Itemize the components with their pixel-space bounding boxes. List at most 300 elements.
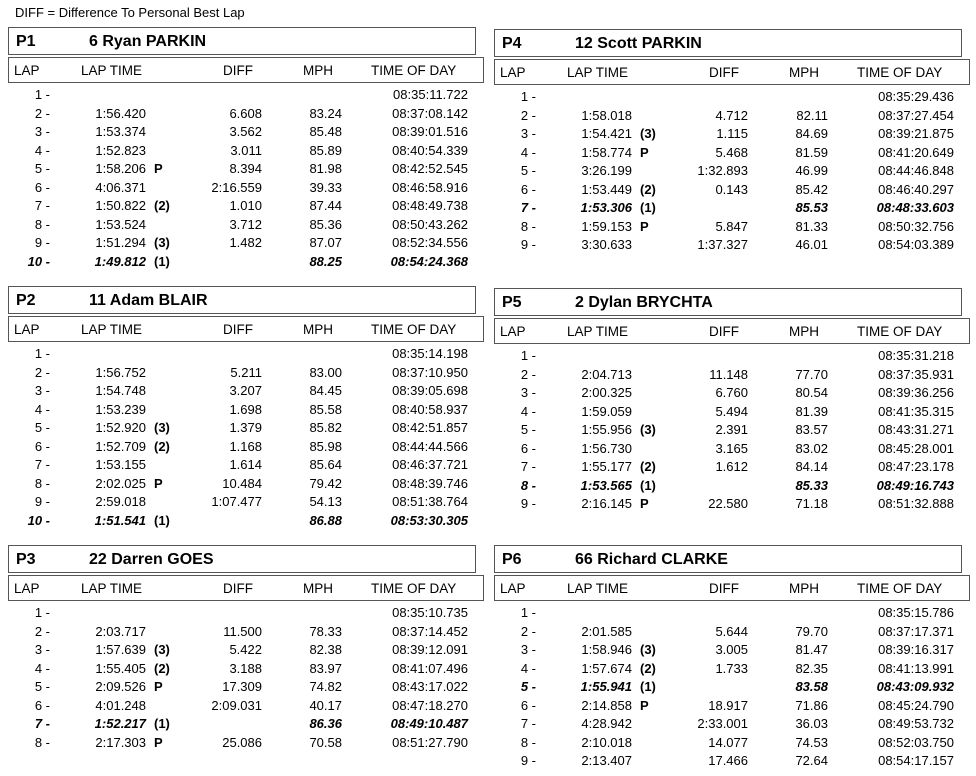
time-of-day-value: 08:35:15.786 [878,605,954,620]
lap-flag: P [640,218,649,234]
lap-row [8,198,484,217]
col-diff: DIFF [223,322,253,337]
diff-value: 1.612 [715,459,748,474]
lap-number: 4 - [520,660,536,676]
lap-number: 8 - [520,734,536,750]
time-of-day-value: 08:39:01.516 [392,124,468,139]
lap-number: 7 - [34,198,50,213]
lap-number: 7 - [520,716,536,731]
lap-time: 1:49.812 [94,253,146,269]
time-of-day-value: 08:47:23.178 [878,459,954,474]
lap-number: 9 - [520,496,536,511]
lap-time: 1:53.239 [95,401,146,417]
mph-value: 85.82 [309,420,342,435]
col-mph: MPH [789,324,819,339]
time-of-day-value: 08:37:10.950 [392,364,468,380]
col-diff: DIFF [709,581,739,596]
time-of-day-value: 08:48:39.746 [392,475,468,491]
time-of-day-value: 08:35:31.218 [878,348,954,363]
lap-row [494,478,970,497]
lap-number: 9 - [520,237,536,252]
lap-row [494,661,970,680]
col-lap-time: LAP TIME [81,63,143,78]
diff-value: 17.309 [222,679,262,694]
time-of-day-value: 08:53:30.305 [390,512,468,528]
position-label: P2 [16,292,36,309]
lap-number: 5 - [520,422,536,437]
lap-row [494,753,970,772]
time-of-day-value: 08:49:16.743 [876,477,954,493]
lap-rows [494,89,970,256]
driver-name: 11 Adam BLAIR [89,292,208,309]
lap-time: 1:58.774 [581,144,632,160]
lap-row [8,420,484,439]
time-of-day-value: 08:43:09.932 [876,679,954,694]
lap-number: 6 - [34,438,50,454]
panel-header [8,545,476,573]
col-lap: LAP [500,581,526,596]
col-lap: LAP [500,324,526,339]
lap-time: 2:17.303 [95,734,146,750]
time-of-day-value: 08:48:33.603 [876,200,954,215]
lap-number: 1 - [34,605,50,620]
col-time-of-day: TIME OF DAY [857,324,943,339]
mph-value: 78.33 [309,623,342,639]
diff-value: 10.484 [222,475,262,491]
diff-value: 3.165 [715,440,748,456]
lap-number: 8 - [34,216,50,232]
mph-value: 85.58 [309,401,342,417]
mph-value: 70.58 [309,734,342,750]
lap-time: 1:51.294 [95,235,146,250]
lap-time: 1:56.420 [95,105,146,121]
lap-flag: (2) [154,660,170,676]
time-of-day-value: 08:39:16.317 [878,642,954,657]
lap-number: 4 - [34,142,50,158]
mph-value: 40.17 [309,697,342,713]
col-lap: LAP [14,63,40,78]
time-of-day-value: 08:42:52.545 [392,161,468,176]
mph-value: 79.42 [309,475,342,491]
time-of-day-value: 08:52:03.750 [878,734,954,750]
lap-number: 7 - [520,459,536,474]
panel-header [8,27,476,55]
mph-value: 85.36 [309,216,342,232]
time-of-day-value: 08:37:17.371 [878,623,954,639]
lap-flag: (3) [640,642,656,657]
lap-row [494,200,970,219]
diff-value: 1:32.893 [697,163,748,178]
position-label: P6 [502,551,522,568]
lap-row [8,106,484,125]
mph-value: 82.11 [796,107,828,123]
driver-name: 2 Dylan BRYCHTA [575,294,713,311]
mph-value: 85.48 [309,124,342,139]
lap-flag: (3) [640,126,656,141]
lap-number: 1 - [34,87,50,102]
mph-value: 83.24 [309,105,342,121]
lap-time: 1:55.956 [581,422,632,437]
lap-time: 4:06.371 [95,179,146,195]
lap-time: 4:28.942 [581,716,632,731]
lap-time: 1:52.823 [95,142,146,158]
lap-number: 5 - [520,163,536,178]
lap-number: 5 - [34,161,50,176]
panel-header [8,286,476,314]
time-of-day-value: 08:41:20.649 [878,144,954,160]
col-lap: LAP [14,581,40,596]
lap-time: 1:56.730 [581,440,632,456]
lap-rows [8,346,484,531]
mph-value: 83.02 [795,440,828,456]
position-label: P5 [502,294,522,311]
diff-value: 6.608 [229,105,262,121]
col-diff: DIFF [709,65,739,80]
time-of-day-value: 08:39:12.091 [392,642,468,657]
lap-time: 1:53.374 [95,124,146,139]
mph-value: 71.86 [795,697,828,713]
lap-number: 5 - [34,679,50,694]
lap-time: 2:04.713 [581,366,632,382]
diff-value: 8.394 [229,161,262,176]
lap-row [494,182,970,201]
lap-flag: P [154,161,163,176]
time-of-day-value: 08:54:03.389 [878,237,954,252]
lap-number: 9 - [520,753,536,768]
lap-number: 3 - [520,385,536,400]
lap-rows [494,348,970,515]
mph-value: 87.07 [309,235,342,250]
lap-time: 2:02.025 [95,475,146,491]
lap-row [8,383,484,402]
lap-number: 3 - [520,126,536,141]
lap-number: 8 - [34,734,50,750]
diff-value: 1.733 [715,660,748,676]
diff-value: 5.468 [715,144,748,160]
col-mph: MPH [303,581,333,596]
diff-value: 0.143 [715,181,748,197]
time-of-day-value: 08:40:54.339 [392,142,468,158]
mph-value: 85.53 [795,200,828,215]
lap-number: 7 - [34,716,50,731]
lap-row [494,126,970,145]
lap-time: 1:55.941 [580,679,632,694]
diff-value: 5.211 [230,364,262,380]
col-time-of-day: TIME OF DAY [371,63,457,78]
lap-number: 8 - [520,477,536,493]
lap-flag: (1) [640,679,656,694]
lap-row [494,422,970,441]
lap-time: 1:59.153 [581,218,632,234]
lap-flag: P [154,679,163,694]
lap-row [8,716,484,735]
lap-row [494,605,970,624]
diff-value: 3.207 [229,383,262,398]
lap-row [8,735,484,754]
lap-time: 1:52.920 [95,420,146,435]
mph-value: 83.58 [795,679,828,694]
diff-value: 2:09.031 [211,697,262,713]
lap-time: 2:03.717 [95,623,146,639]
mph-value: 80.54 [795,385,828,400]
time-of-day-value: 08:49:53.732 [878,716,954,731]
lap-row [8,180,484,199]
lap-row [8,642,484,661]
lap-time: 1:53.306 [580,200,632,215]
lap-row [494,145,970,164]
lap-row [494,679,970,698]
lap-row [8,494,484,513]
lap-flag: P [640,496,649,511]
lap-time: 1:53.155 [95,457,146,472]
lap-time: 1:58.946 [581,642,632,657]
lap-rows [8,87,484,272]
lap-row [8,679,484,698]
lap-number: 2 - [34,623,50,639]
mph-value: 85.98 [309,438,342,454]
diff-value: 17.466 [708,753,748,768]
mph-value: 84.45 [309,383,342,398]
lap-flag: (2) [640,181,656,197]
lap-number: 5 - [34,420,50,435]
mph-value: 83.97 [309,660,342,676]
mph-value: 84.69 [795,126,828,141]
lap-time: 1:57.674 [581,660,632,676]
position-label: P3 [16,551,36,568]
mph-value: 77.70 [795,366,828,382]
col-time-of-day: TIME OF DAY [857,65,943,80]
lap-row [494,698,970,717]
mph-value: 83.00 [309,364,342,380]
column-header-row [494,575,970,601]
time-of-day-value: 08:52:34.556 [392,235,468,250]
lap-row [8,457,484,476]
lap-number: 2 - [520,107,536,123]
lap-flag: (2) [640,660,656,676]
lap-flag: (3) [640,422,656,437]
diff-value: 5.644 [715,623,748,639]
lap-flag: (1) [640,200,656,215]
mph-value: 81.98 [309,161,342,176]
lap-number: 3 - [34,124,50,139]
diff-value: 1.614 [229,457,262,472]
col-time-of-day: TIME OF DAY [371,581,457,596]
lap-flag: (2) [154,198,170,213]
time-of-day-value: 08:35:14.198 [392,346,468,361]
diff-value: 25.086 [222,734,262,750]
lap-flag: (2) [154,438,170,454]
lap-row [494,108,970,127]
lap-row [8,698,484,717]
lap-row [8,605,484,624]
lap-number: 4 - [34,660,50,676]
lap-time: 2:16.145 [581,496,632,511]
lap-row [494,716,970,735]
lap-number: 7 - [520,200,536,215]
diff-value: 4.712 [715,107,748,123]
diff-value: 1:37.327 [697,237,748,252]
diff-value: 2:16.559 [211,179,262,195]
col-mph: MPH [303,322,333,337]
time-of-day-value: 08:51:38.764 [392,494,468,509]
lap-time: 2:13.407 [581,753,632,768]
mph-value: 46.99 [795,163,828,178]
lap-time: 1:55.177 [581,459,632,474]
diff-value: 3.005 [715,642,748,657]
time-of-day-value: 08:46:58.916 [392,179,468,195]
diff-value: 1.482 [229,235,262,250]
lap-time: 1:52.709 [95,438,146,454]
lap-time: 1:58.206 [95,161,146,176]
diff-value: 3.712 [229,216,262,232]
lap-time: 3:26.199 [581,163,632,178]
time-of-day-value: 08:37:08.142 [392,105,468,121]
time-of-day-value: 08:41:07.496 [392,660,468,676]
lap-time: 2:59.018 [95,494,146,509]
lap-row [494,404,970,423]
time-of-day-value: 08:35:11.722 [393,87,468,102]
mph-value: 82.35 [795,660,828,676]
mph-value: 87.44 [309,198,342,213]
lap-number: 2 - [520,623,536,639]
diff-value: 3.188 [229,660,262,676]
diff-value: 1:07.477 [211,494,262,509]
lap-number: 4 - [520,403,536,419]
lap-time: 1:57.639 [95,642,146,657]
time-of-day-value: 08:44:44.566 [392,438,468,454]
panel-header [494,545,962,573]
time-of-day-value: 08:39:05.698 [392,383,468,398]
lap-time: 1:50.822 [95,198,146,213]
lap-flag: (3) [154,642,170,657]
diff-value: 1.379 [229,420,262,435]
col-mph: MPH [303,63,333,78]
mph-value: 85.33 [795,477,828,493]
mph-value: 72.64 [795,753,828,768]
lap-time: 1:51.541 [94,512,146,528]
time-of-day-value: 08:35:29.436 [878,89,954,104]
lap-row [8,217,484,236]
lap-flag: (1) [154,716,170,731]
time-of-day-value: 08:50:32.756 [878,218,954,234]
lap-number: 6 - [34,179,50,195]
lap-row [494,459,970,478]
lap-time: 1:52.217 [94,716,146,731]
diff-value: 11.148 [709,366,748,382]
lap-rows [494,605,970,772]
col-mph: MPH [789,65,819,80]
lap-row [494,624,970,643]
diff-value: 2:33.001 [697,716,748,731]
mph-value: 81.47 [795,642,828,657]
lap-flag: (1) [154,512,170,528]
lap-number: 1 - [520,89,536,104]
lap-time: 1:53.524 [95,216,146,232]
lap-row [8,402,484,421]
lap-number: 1 - [520,605,536,620]
lap-row [8,624,484,643]
diff-value: 5.847 [715,218,748,234]
lap-flag: P [640,144,649,160]
lap-number: 2 - [520,366,536,382]
lap-time: 1:53.449 [581,181,632,197]
time-of-day-value: 08:37:14.452 [392,623,468,639]
lap-number: 3 - [34,383,50,398]
col-lap-time: LAP TIME [567,324,629,339]
diff-value: 1.698 [229,401,262,417]
time-of-day-value: 08:50:43.262 [392,216,468,232]
mph-value: 79.70 [795,623,828,639]
lap-row [8,661,484,680]
time-of-day-value: 08:51:32.888 [878,496,954,511]
lap-number: 2 - [34,105,50,121]
col-diff: DIFF [709,324,739,339]
col-lap-time: LAP TIME [81,581,143,596]
lap-flag: (2) [640,459,656,474]
col-lap-time: LAP TIME [81,322,143,337]
time-of-day-value: 08:41:13.991 [878,660,954,676]
lap-row [494,385,970,404]
lap-row [8,124,484,143]
diff-value: 1.168 [229,438,262,454]
time-of-day-value: 08:51:27.790 [392,734,468,750]
time-of-day-value: 08:45:28.001 [878,440,954,456]
panel-header [494,29,962,57]
driver-name: 66 Richard CLARKE [575,551,728,568]
lap-time: 1:53.565 [580,477,632,493]
panel-header [494,288,962,316]
column-header-row [8,575,484,601]
lap-number: 7 - [34,457,50,472]
lap-row [8,365,484,384]
lap-row [8,235,484,254]
lap-number: 8 - [34,475,50,491]
column-header-row [494,59,970,85]
column-header-row [494,318,970,344]
lap-row [8,346,484,365]
time-of-day-value: 08:43:17.022 [392,679,468,694]
mph-value: 85.42 [795,181,828,197]
lap-number: 6 - [520,181,536,197]
mph-value: 88.25 [309,253,342,269]
lap-time: 2:01.585 [581,623,632,639]
diff-value: 3.562 [229,124,262,139]
lap-number: 1 - [520,348,536,363]
lap-row [494,237,970,256]
column-header-row [8,57,484,83]
time-of-day-value: 08:43:31.271 [878,422,954,437]
time-of-day-value: 08:37:27.454 [878,107,954,123]
diff-value: 11.500 [223,623,262,639]
mph-value: 46.01 [795,237,828,252]
time-of-day-value: 08:37:35.931 [878,366,954,382]
col-time-of-day: TIME OF DAY [857,581,943,596]
driver-name: 6 Ryan PARKIN [89,33,207,50]
lap-row [8,143,484,162]
lap-time: 2:00.325 [581,385,632,400]
lap-row [494,163,970,182]
lap-number: 6 - [34,697,50,713]
mph-value: 81.33 [795,218,828,234]
lap-flag: (1) [154,253,170,269]
time-of-day-value: 08:40:58.937 [392,401,468,417]
diff-value: 1.010 [229,198,262,213]
lap-number: 10 - [27,512,50,528]
diff-value: 5.422 [229,642,262,657]
lap-row [494,367,970,386]
mph-value: 83.57 [795,422,828,437]
lap-flag: P [640,697,649,713]
